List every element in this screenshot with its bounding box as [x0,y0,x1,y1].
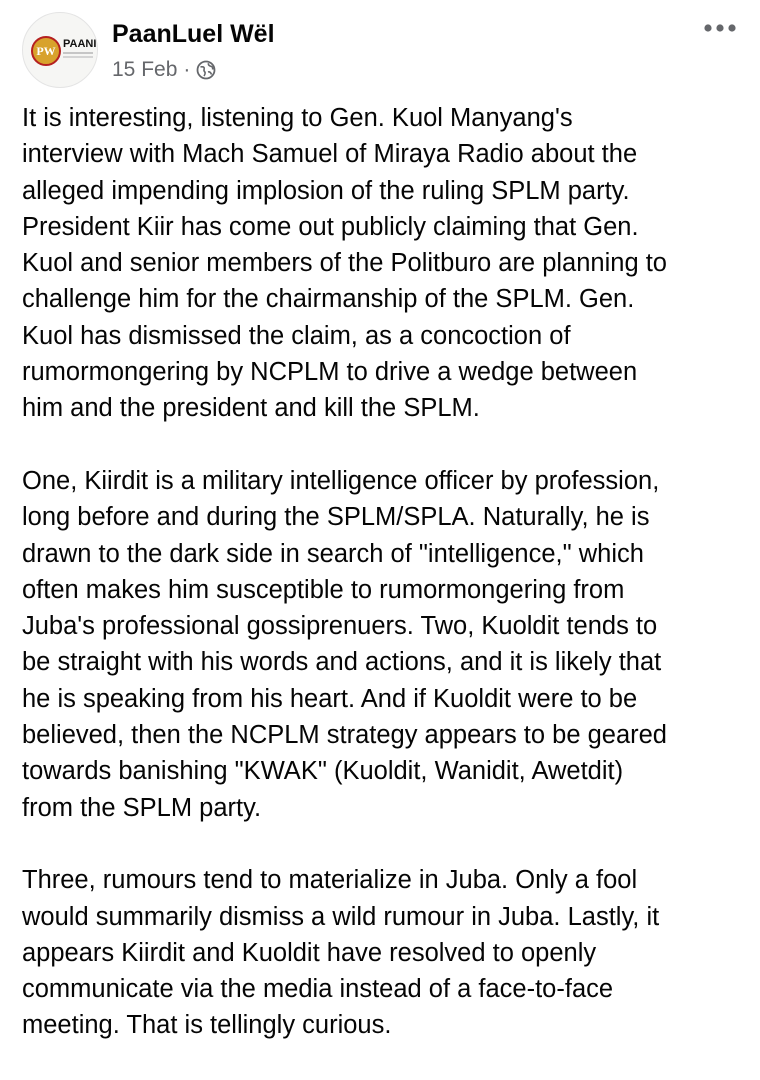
post-text-line: drawn to the dark side in search of "intelligence," which [22,539,644,568]
post-text-line: often makes him susceptible to rumormongering from [22,575,625,604]
post-text-line: Three, rumours tend to materialize in Juba. Only a fool [22,866,638,895]
post-text-line: him and the president and kill the SPLM. [22,394,480,423]
meta-separator: · [183,58,191,81]
post-text-line: communicate via the media instead of a face-to-face [22,975,614,1004]
avatar-logo [29,28,95,74]
post-text-line: President Kiir has come out publicly claiming that Gen. [22,212,639,241]
post-text-line: Kuol and senior members of the Politburo are planning to [22,249,667,278]
globe-icon[interactable] [196,60,216,80]
post-text-line: from the SPLM party. [22,793,262,822]
post-text-line: challenge him for the chairmanship of the SPLM. Gen. [22,285,635,314]
post-text-line: Juba's professional gossiprenuers. Two, Kuoldit tends to [22,612,658,641]
post-text-line: would summarily dismiss a wild rumour in Juba. Lastly, it [22,902,660,931]
author-name[interactable]: PaanLuel Wël [112,20,275,48]
avatar-brand: PAANI [63,38,97,50]
post-text-line: be straight with his words and actions, and it is likely that [22,648,662,677]
post-text-line: alleged impending implosion of the ruling SPLM party. [22,176,630,205]
post-text-line: interview with Mach Samuel of Miraya Radio about the [22,140,638,169]
post-body [22,100,742,1080]
post-meta [112,58,216,82]
author-avatar[interactable] [22,12,98,88]
post-text-line: appears Kiirdit and Kuoldit have resolved to openly [22,938,597,967]
post-text-line: One, Kiirdit is a military intelligence officer by profession, [22,466,660,495]
post-paragraph [22,463,742,826]
post-text-line: towards banishing "KWAK" (Kuoldit, Wanidit, Awetdit) [22,757,624,786]
post-text-line: Kuol has dismissed the claim, as a concoction of [22,321,571,350]
post-paragraph [22,100,742,427]
post-header [22,12,738,88]
post-text-line: he is speaking from his heart. And if Kuoldit were to be [22,684,638,713]
post-text-line: meeting. That is tellingly curious. [22,1011,392,1040]
post-text-line: It is interesting, listening to Gen. Kuol Manyang's [22,104,573,132]
post-paragraph [22,862,742,1043]
post-date[interactable]: 15 Feb [112,58,178,81]
post-text-line: long before and during the SPLM/SPLA. Naturally, he is [22,503,650,532]
avatar-tagline-lines [63,52,93,54]
avatar-badge: PW [31,36,61,66]
more-horizontal-icon[interactable] [702,18,738,38]
post-text-line: rumormongering by NCPLM to drive a wedge between [22,358,638,387]
post-text-line: believed, then the NCPLM strategy appears to be geared [22,721,667,750]
